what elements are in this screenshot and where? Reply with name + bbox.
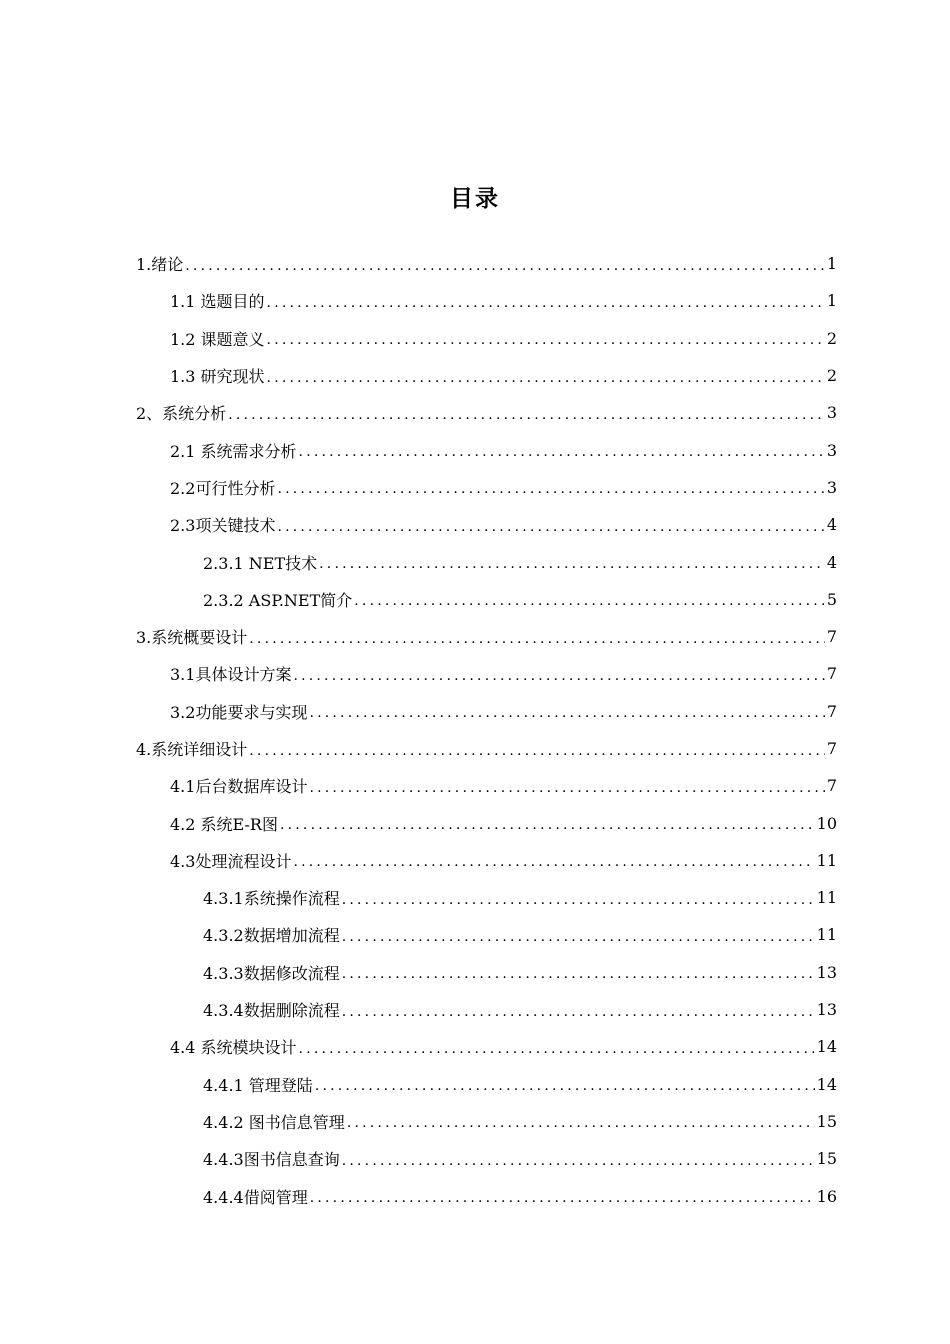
toc-dot-leader [347,1116,815,1130]
toc-entry-label: 2.2可行性分析 [170,478,276,498]
toc-entry-page-number: 11 [816,925,837,945]
toc-dot-leader [185,259,825,273]
toc-entry-page-number: 10 [816,813,837,833]
toc-dot-leader [249,632,825,646]
toc-entry-label: 4.3.4数据删除流程 [203,1001,340,1021]
toc-entry-label: 2.1 系统需求分析 [170,441,297,461]
toc-dot-leader [267,371,825,385]
toc-dot-leader [342,893,815,907]
toc-dot-leader [342,1154,815,1168]
toc-entry-page-number: 15 [816,1149,837,1169]
toc-entry[interactable] [203,543,837,580]
toc-entry-page-number: 1 [826,254,837,274]
toc-entry-label: 4.4.4借阅管理 [203,1187,308,1207]
toc-dot-leader [319,557,825,571]
toc-entry-label: 2.3.1 NET技术 [203,553,318,573]
toc-entry-page-number: 7 [826,701,837,721]
toc-entry-page-number: 4 [826,515,837,535]
toc-entry[interactable] [170,357,837,394]
toc-entry[interactable] [136,245,837,282]
toc-entry[interactable] [170,469,837,506]
toc-entry-label: 1.3 研究现状 [170,367,265,387]
toc-entry[interactable] [170,767,837,804]
toc-entry[interactable] [170,655,837,692]
toc-entry[interactable] [203,1140,837,1177]
toc-entry-page-number: 11 [816,888,837,908]
toc-entry-page-number: 16 [816,1186,837,1206]
toc-entry-page-number: 15 [816,1111,837,1131]
toc-entry[interactable] [136,730,837,767]
toc-entry[interactable] [170,506,837,543]
toc-entry-label: 1.绪论 [136,255,184,275]
toc-entry-label: 4.2 系统E-R图 [170,814,278,834]
toc-entry-label: 4.1后台数据库设计 [170,777,308,797]
toc-entry-label: 3.2功能要求与实现 [170,702,308,722]
toc-dot-leader [277,482,824,496]
toc-entry[interactable] [170,842,837,879]
toc-title: 目录 [450,186,500,212]
toc-entry-page-number: 5 [826,589,837,609]
toc-entry-page-number: 3 [826,477,837,497]
toc-entry-page-number: 13 [816,1000,837,1020]
toc-entry-page-number: 4 [826,552,837,572]
toc-entry[interactable] [170,1028,837,1065]
toc-entry[interactable] [136,394,837,431]
toc-entry-label: 1.2 课题意义 [170,329,265,349]
toc-entry-label: 4.系统详细设计 [136,740,248,759]
toc-dot-leader [277,520,824,534]
toc-dot-leader [309,781,824,795]
toc-entry-label: 2.3项关键技术 [170,516,276,536]
toc-dot-leader [299,1042,815,1056]
toc-entry-label: 4.4.3图书信息查询 [203,1150,340,1170]
toc-entry[interactable] [203,581,837,618]
table-of-contents [0,245,950,1215]
toc-entry-label: 4.4.2 图书信息管理 [203,1112,345,1132]
toc-entry-label: 2.3.2 ASP.NET简介 [203,590,353,610]
toc-dot-leader [249,744,825,758]
toc-dot-leader [267,296,825,310]
toc-entry[interactable] [203,1066,837,1103]
toc-entry[interactable] [203,879,837,916]
toc-entry-label: 3.系统概要设计 [136,628,248,648]
toc-entry[interactable] [203,954,837,991]
toc-dot-leader [309,706,824,720]
toc-entry[interactable] [170,320,837,357]
toc-entry-page-number: 7 [826,776,837,796]
toc-entry-page-number: 2 [826,366,837,386]
toc-entry[interactable] [170,431,837,468]
toc-entry-page-number: 7 [826,739,837,758]
toc-entry[interactable] [170,804,837,841]
toc-entry-page-number: 1 [826,291,837,311]
toc-entry-page-number: 7 [826,627,837,647]
toc-entry-label: 4.3处理流程设计 [170,851,292,871]
toc-dot-leader [354,594,825,608]
toc-entry[interactable] [170,282,837,319]
toc-dot-leader [342,1005,815,1019]
toc-entry[interactable] [136,618,837,655]
toc-dot-leader [299,445,825,459]
toc-dot-leader [310,1191,815,1205]
toc-entry[interactable] [203,1103,837,1140]
toc-entry-label: 2、系统分析 [136,404,227,424]
toc-entry-label: 4.3.3数据修改流程 [203,963,340,983]
toc-entry-label: 4.3.1系统操作流程 [203,889,340,909]
toc-entry-label: 4.4 系统模块设计 [170,1038,297,1058]
toc-entry[interactable] [203,991,837,1028]
toc-entry-page-number: 11 [816,850,837,870]
toc-entry-label: 1.1 选题目的 [170,292,265,312]
toc-dot-leader [293,855,814,869]
toc-dot-leader [315,1079,815,1093]
toc-entry-page-number: 14 [816,1074,837,1094]
toc-dot-leader [293,669,824,683]
toc-entry-label: 3.1具体设计方案 [170,665,292,685]
toc-dot-leader [342,967,815,981]
toc-entry[interactable] [203,916,837,953]
toc-entry-label: 4.4.1 管理登陆 [203,1075,313,1095]
toc-dot-leader [342,930,815,944]
toc-entry-page-number: 14 [816,1037,837,1057]
toc-entry[interactable] [203,1177,837,1214]
toc-entry-page-number: 3 [826,440,837,460]
toc-entry-label: 4.3.2数据增加流程 [203,926,340,946]
toc-entry-page-number: 2 [826,328,837,348]
toc-entry-page-number: 3 [826,403,837,423]
toc-dot-leader [280,818,815,832]
toc-dot-leader [267,333,825,347]
toc-dot-leader [228,408,825,422]
toc-entry[interactable] [170,693,837,730]
toc-entry-page-number: 13 [816,962,837,982]
toc-entry-page-number: 7 [826,664,837,684]
